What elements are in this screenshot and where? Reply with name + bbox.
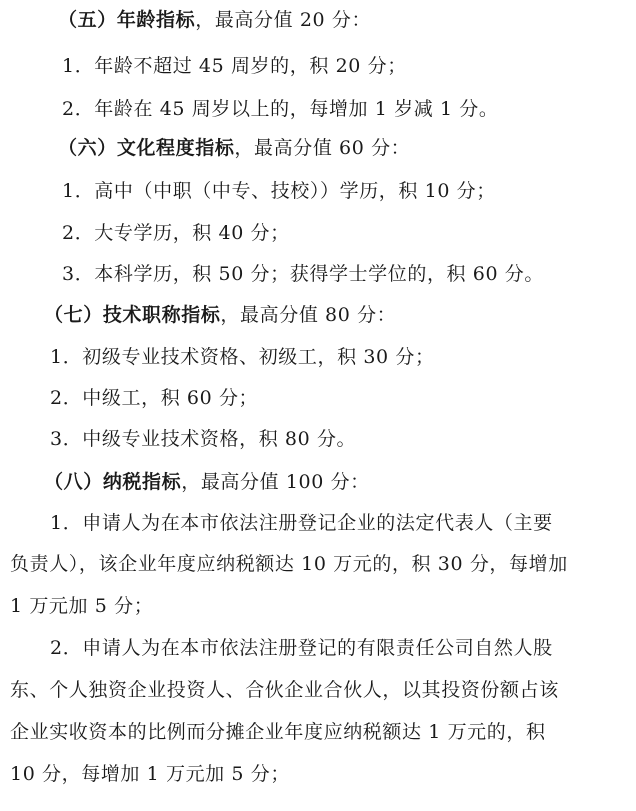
- section-heading: [44, 303, 396, 327]
- section-heading: [58, 8, 371, 32]
- section-max-score: ，最高分值 80 分：: [220, 304, 397, 326]
- list-item: 2．中级工，积 60 分；: [50, 387, 259, 409]
- section-title: 年龄指标: [116, 9, 196, 31]
- section-max-score: ，最高分值 60 分：: [234, 137, 411, 159]
- list-item: 2．大专学历，积 40 分；: [62, 222, 290, 244]
- list-item: 1．初级专业技术资格、初级工，积 30 分；: [50, 346, 435, 368]
- section-number: （七）: [44, 304, 103, 326]
- list-item: 1．年龄不超过 45 周岁的，积 20 分；: [62, 55, 407, 77]
- section-title: 技术职称指标: [102, 304, 221, 326]
- paragraph-line: 负责人），该企业年度应纳税额达 10 万元的，积 30 分，每增加: [10, 553, 568, 575]
- section-max-score: ，最高分值 20 分：: [195, 9, 372, 31]
- paragraph-line: 1 万元加 5 分；: [10, 595, 154, 617]
- section-title: 文化程度指标: [116, 137, 235, 159]
- section-number: （六）: [58, 137, 117, 159]
- list-item: 2．年龄在 45 周岁以上的，每增加 1 岁减 1 分。: [62, 98, 499, 120]
- paragraph-line: 2．申请人为在本市依法注册登记的有限责任公司自然人股: [50, 637, 553, 659]
- section-number: （八）: [44, 471, 103, 493]
- section-heading: [44, 470, 370, 494]
- section-number: （五）: [58, 9, 117, 31]
- list-item: 3．中级专业技术资格，积 80 分。: [50, 428, 357, 450]
- list-item: 3．本科学历，积 50 分；获得学士学位的，积 60 分。: [62, 263, 545, 285]
- section-heading: [58, 136, 410, 160]
- paragraph-line: 东、个人独资企业投资人、合伙企业合伙人，以其投资份额占该: [10, 679, 559, 701]
- section-max-score: ，最高分值 100 分：: [181, 471, 370, 493]
- paragraph-line: 1．申请人为在本市依法注册登记企业的法定代表人（主要: [50, 512, 553, 534]
- section-title: 纳税指标: [102, 471, 182, 493]
- paragraph-line: 企业实收资本的比例而分摊企业年度应纳税额达 1 万元的，积: [10, 721, 546, 743]
- list-item: 1．高中（中职（中专、技校））学历，积 10 分；: [62, 180, 496, 202]
- paragraph-line: 10 分，每增加 1 万元加 5 分；: [10, 763, 290, 785]
